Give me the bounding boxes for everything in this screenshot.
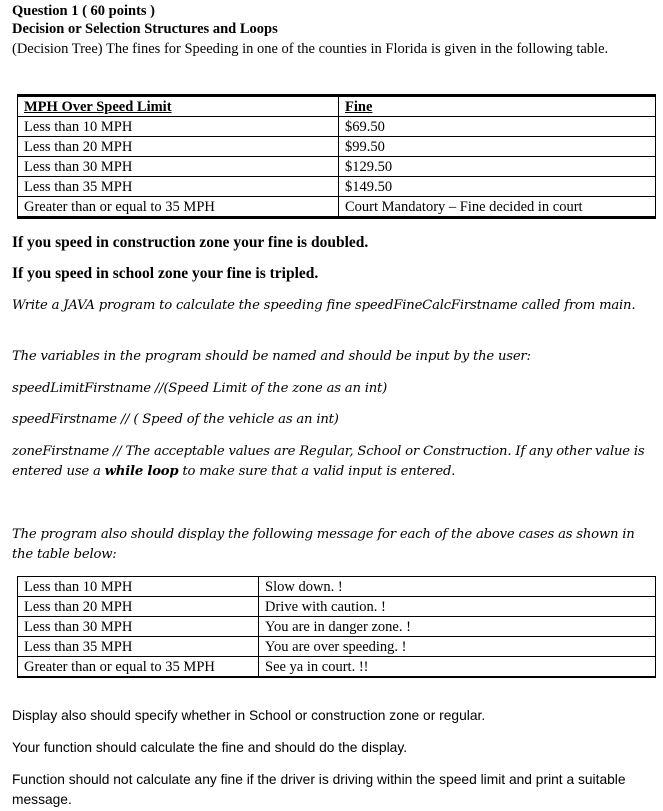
table-cell: Less than 20 MPH (18, 597, 259, 617)
while-loop-text: while loop (104, 464, 179, 479)
fines-table (17, 94, 656, 219)
intro-text: (Decision Tree) The fines for Speeding in one of the counties in Florida is given in the following table. (12, 41, 609, 57)
var-speed: speedFirstname // ( Speed of the vehicle as an int) (12, 412, 339, 427)
table-row (18, 637, 656, 657)
table-row (18, 137, 656, 157)
table-row (18, 577, 656, 597)
column-header: Fine (339, 96, 656, 117)
table-cell: $69.50 (339, 117, 656, 137)
table-cell: You are in danger zone. ! (259, 617, 656, 637)
table-row (18, 177, 656, 197)
variables-intro: The variables in the program should be named and should be input by the user: (12, 349, 531, 364)
var-zone-tail: to make sure that a valid input is entered. (178, 464, 456, 479)
table-cell: Less than 30 MPH (18, 157, 339, 177)
messages-table (17, 576, 656, 678)
table-cell: $129.50 (339, 157, 656, 177)
table-cell: You are over speeding. ! (259, 637, 656, 657)
table-cell: Less than 10 MPH (18, 117, 339, 137)
construction-rule: If you speed in construction zone your fine is doubled. (12, 234, 369, 251)
table-cell: Drive with caution. ! (259, 597, 656, 617)
table-cell: Court Mandatory – Fine decided in court (339, 197, 656, 218)
var-zone (12, 442, 652, 482)
question-title: Question 1 ( 60 points ) (12, 3, 156, 19)
table-cell: Less than 35 MPH (18, 637, 259, 657)
table-cell: Less than 10 MPH (18, 577, 259, 597)
table-cell: Less than 35 MPH (18, 177, 339, 197)
table-row (18, 657, 656, 678)
table-cell: Less than 30 MPH (18, 617, 259, 637)
table-header-row (18, 96, 656, 117)
display-intro: The program also should display the following message for each of the above cases as shown in the table below: (12, 527, 635, 562)
program-instruction: Write a JAVA program to calculate the speeding fine speedFineCalcFirstname called from main. (12, 298, 636, 313)
display-zone-text: Display also should specify whether in School or construction zone or regular. (12, 708, 486, 723)
table-row (18, 617, 656, 637)
var-zone-text: zoneFirstname // The acceptable values are Regular, School or Construction. If any other value is entered use a (12, 444, 645, 479)
table-cell: Less than 20 MPH (18, 137, 339, 157)
table-row (18, 197, 656, 218)
table-row (18, 157, 656, 177)
table-row (18, 597, 656, 617)
school-rule: If you speed in school zone your fine is tripled. (12, 265, 319, 282)
table-cell: Greater than or equal to 35 MPH (18, 197, 339, 218)
section-title: Decision or Selection Structures and Loops (12, 21, 278, 37)
var-speed-limit: speedLimitFirstname //(Speed Limit of the zone as an int) (12, 381, 388, 396)
table-cell: $149.50 (339, 177, 656, 197)
table-cell: Greater than or equal to 35 MPH (18, 657, 259, 678)
table-cell: $99.50 (339, 137, 656, 157)
function-calc-text: Your function should calculate the fine and should do the display. (12, 740, 408, 755)
function-limit-text: Function should not calculate any fine if the driver is driving within the speed limit and print a suitable message. (12, 772, 626, 807)
column-header: MPH Over Speed Limit (18, 96, 339, 117)
table-row (18, 117, 656, 137)
table-cell: See ya in court. !! (259, 657, 656, 678)
table-cell: Slow down. ! (259, 577, 656, 597)
